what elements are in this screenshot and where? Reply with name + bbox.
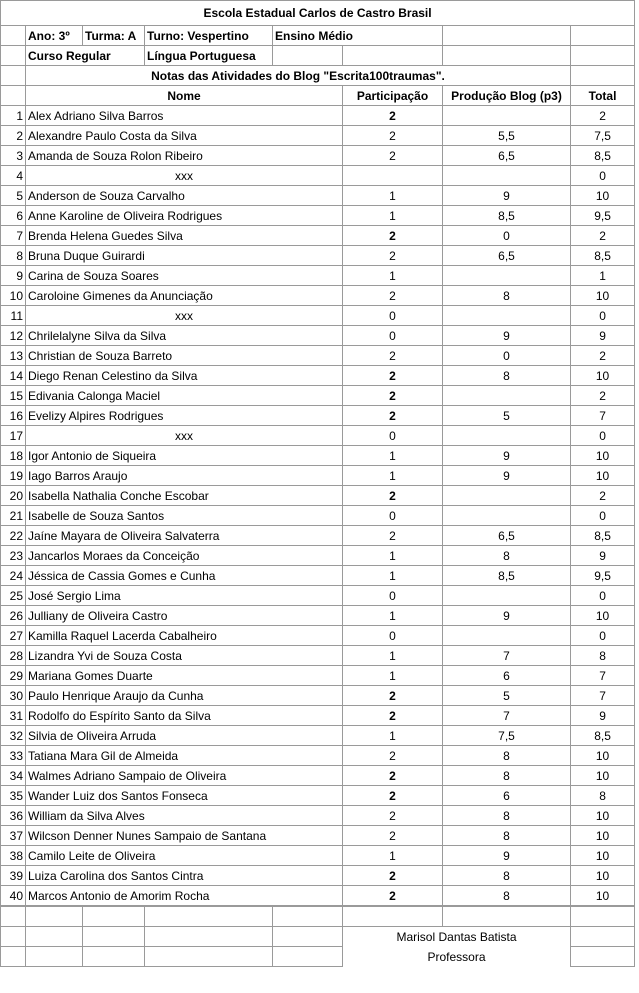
producao-cell[interactable]: 6,5 (443, 526, 571, 546)
student-name-cell[interactable]: Camilo Leite de Oliveira (26, 846, 343, 866)
blank-cell[interactable] (273, 907, 343, 927)
signature-row (1, 927, 635, 947)
total-cell[interactable]: 10 (571, 446, 635, 466)
info-row-1 (1, 26, 635, 46)
header-participacao[interactable]: Participação (343, 86, 443, 106)
producao-cell[interactable]: 6 (443, 786, 571, 806)
row-number-cell[interactable]: 31 (1, 706, 26, 726)
table-row (1, 466, 635, 486)
blank-cell[interactable] (1, 947, 26, 967)
header-producao[interactable]: Produção Blog (p3) (443, 86, 571, 106)
header-row (1, 86, 635, 106)
blank-cell[interactable] (443, 26, 571, 46)
student-name-cell[interactable]: Julliany de Oliveira Castro (26, 606, 343, 626)
producao-cell[interactable]: 7 (443, 706, 571, 726)
table-row (1, 366, 635, 386)
student-name-cell[interactable]: Evelizy Alpires Rodrigues (26, 406, 343, 426)
turma-cell[interactable]: Turma: A (83, 26, 145, 46)
student-name-cell[interactable]: Anderson de Souza Carvalho (26, 186, 343, 206)
student-name-cell[interactable]: Mariana Gomes Duarte (26, 666, 343, 686)
table-row (1, 826, 635, 846)
participacao-cell[interactable]: 0 (343, 506, 443, 526)
student-name-cell[interactable]: Carina de Souza Soares (26, 266, 343, 286)
producao-cell[interactable]: 8 (443, 286, 571, 306)
total-cell[interactable]: 7 (571, 666, 635, 686)
row-number-cell[interactable]: 27 (1, 626, 26, 646)
total-cell[interactable]: 8 (571, 646, 635, 666)
participacao-cell[interactable]: 2 (343, 886, 443, 906)
participacao-cell[interactable]: 2 (343, 246, 443, 266)
row-number-cell[interactable]: 39 (1, 866, 26, 886)
row-number-cell[interactable]: 4 (1, 166, 26, 186)
student-name-cell[interactable]: Brenda Helena Guedes Silva (26, 226, 343, 246)
blank-cell[interactable] (1, 46, 26, 66)
table-row (1, 666, 635, 686)
row-number-cell[interactable]: 35 (1, 786, 26, 806)
table-row (1, 346, 635, 366)
total-cell[interactable]: 0 (571, 586, 635, 606)
total-cell[interactable]: 2 (571, 226, 635, 246)
ano-cell[interactable]: Ano: 3º (26, 26, 83, 46)
blank-cell[interactable] (145, 947, 273, 967)
row-number-cell[interactable]: 24 (1, 566, 26, 586)
row-number-cell[interactable]: 10 (1, 286, 26, 306)
producao-cell[interactable] (443, 626, 571, 646)
producao-cell[interactable]: 9 (443, 606, 571, 626)
total-cell[interactable]: 0 (571, 506, 635, 526)
participacao-cell[interactable]: 2 (343, 106, 443, 126)
student-name-cell[interactable]: Jaíne Mayara de Oliveira Salvaterra (26, 526, 343, 546)
total-cell[interactable]: 10 (571, 606, 635, 626)
student-name-cell[interactable]: Lizandra Yvi de Souza Costa (26, 646, 343, 666)
blank-cell[interactable] (83, 947, 145, 967)
participacao-cell[interactable]: 1 (343, 206, 443, 226)
signature-name[interactable]: Marisol Dantas Batista (396, 929, 517, 944)
total-cell[interactable]: 8 (571, 786, 635, 806)
table-row (1, 866, 635, 886)
table-row (1, 886, 635, 906)
header-total[interactable]: Total (571, 86, 635, 106)
blank-cell[interactable] (343, 46, 443, 66)
student-name-cell[interactable]: Amanda de Souza Rolon Ribeiro (26, 146, 343, 166)
table-row (1, 526, 635, 546)
total-cell[interactable]: 7,5 (571, 126, 635, 146)
blank-cell[interactable] (571, 66, 635, 86)
student-name-cell[interactable]: Tatiana Mara Gil de Almeida (26, 746, 343, 766)
producao-cell[interactable]: 9 (443, 846, 571, 866)
total-cell[interactable]: 9,5 (571, 566, 635, 586)
total-cell[interactable]: 0 (571, 166, 635, 186)
blank-cell[interactable] (571, 46, 635, 66)
blank-cell[interactable] (273, 947, 343, 967)
row-number-cell[interactable]: 6 (1, 206, 26, 226)
total-cell[interactable]: 1 (571, 266, 635, 286)
producao-cell[interactable]: 8 (443, 766, 571, 786)
producao-cell[interactable] (443, 266, 571, 286)
participacao-cell[interactable]: 0 (343, 306, 443, 326)
participacao-cell[interactable]: 1 (343, 606, 443, 626)
total-cell[interactable]: 2 (571, 346, 635, 366)
producao-cell[interactable]: 9 (443, 326, 571, 346)
producao-cell[interactable] (443, 106, 571, 126)
row-number-cell[interactable]: 33 (1, 746, 26, 766)
table-row (1, 726, 635, 746)
student-name-cell[interactable]: Rodolfo do Espírito Santo da Silva (26, 706, 343, 726)
total-cell[interactable]: 10 (571, 286, 635, 306)
table-row (1, 266, 635, 286)
producao-cell[interactable]: 7 (443, 646, 571, 666)
producao-cell[interactable]: 8,5 (443, 206, 571, 226)
blank-cell[interactable] (443, 46, 571, 66)
student-name-cell[interactable]: xxx (26, 306, 343, 326)
info-row-2 (1, 46, 635, 66)
producao-cell[interactable]: 6 (443, 666, 571, 686)
participacao-cell[interactable]: 0 (343, 326, 443, 346)
table-row (1, 546, 635, 566)
table-row (1, 486, 635, 506)
participacao-cell[interactable]: 1 (343, 266, 443, 286)
row-number-cell[interactable]: 19 (1, 466, 26, 486)
producao-cell[interactable] (443, 586, 571, 606)
student-name-cell[interactable]: Marcos Antonio de Amorim Rocha (26, 886, 343, 906)
ensino-cell[interactable]: Ensino Médio (273, 26, 443, 46)
row-number-cell[interactable]: 13 (1, 346, 26, 366)
producao-cell[interactable]: 8 (443, 366, 571, 386)
producao-cell[interactable]: 8 (443, 886, 571, 906)
participacao-cell[interactable]: 0 (343, 586, 443, 606)
row-number-cell[interactable]: 36 (1, 806, 26, 826)
row-number-cell[interactable]: 37 (1, 826, 26, 846)
student-name-cell[interactable]: Alex Adriano Silva Barros (26, 106, 343, 126)
row-number-cell[interactable]: 21 (1, 506, 26, 526)
table-row (1, 166, 635, 186)
participacao-cell[interactable]: 1 (343, 646, 443, 666)
row-number-cell[interactable]: 5 (1, 186, 26, 206)
table-row (1, 186, 635, 206)
producao-cell[interactable]: 0 (443, 226, 571, 246)
row-number-cell[interactable]: 38 (1, 846, 26, 866)
producao-cell[interactable] (443, 166, 571, 186)
producao-cell[interactable] (443, 426, 571, 446)
total-cell[interactable]: 8,5 (571, 246, 635, 266)
participacao-cell[interactable]: 2 (343, 826, 443, 846)
total-cell[interactable]: 10 (571, 466, 635, 486)
participacao-cell[interactable]: 2 (343, 406, 443, 426)
participacao-cell[interactable]: 2 (343, 486, 443, 506)
participacao-cell[interactable]: 2 (343, 686, 443, 706)
producao-cell[interactable]: 5 (443, 406, 571, 426)
row-number-cell[interactable]: 3 (1, 146, 26, 166)
row-number-cell[interactable]: 18 (1, 446, 26, 466)
blank-cell[interactable] (571, 927, 635, 947)
total-cell[interactable]: 9 (571, 706, 635, 726)
producao-cell[interactable]: 5 (443, 686, 571, 706)
total-cell[interactable]: 10 (571, 866, 635, 886)
producao-cell[interactable]: 8 (443, 826, 571, 846)
table-row (1, 406, 635, 426)
participacao-cell[interactable]: 2 (343, 786, 443, 806)
table-row (1, 106, 635, 126)
total-cell[interactable]: 2 (571, 106, 635, 126)
participacao-cell[interactable]: 2 (343, 746, 443, 766)
participacao-cell[interactable]: 2 (343, 706, 443, 726)
row-number-cell[interactable]: 12 (1, 326, 26, 346)
producao-cell[interactable]: 6,5 (443, 146, 571, 166)
table-row (1, 806, 635, 826)
table-row (1, 386, 635, 406)
participacao-cell[interactable]: 2 (343, 286, 443, 306)
total-cell[interactable]: 10 (571, 886, 635, 906)
student-name-cell[interactable]: Jancarlos Moraes da Conceição (26, 546, 343, 566)
subtitle-cell[interactable]: Notas das Atividades do Blog "Escrita100traumas". (26, 66, 571, 86)
blank-cell[interactable] (145, 927, 273, 947)
producao-cell[interactable]: 8 (443, 546, 571, 566)
blank-cell[interactable] (343, 907, 443, 927)
blank-cell[interactable] (83, 927, 145, 947)
participacao-cell[interactable]: 2 (343, 766, 443, 786)
blank-cell[interactable] (273, 927, 343, 947)
participacao-cell[interactable]: 1 (343, 446, 443, 466)
school-title[interactable]: Escola Estadual Carlos de Castro Brasil (1, 1, 635, 26)
student-name-cell[interactable]: Alexandre Paulo Costa da Silva (26, 126, 343, 146)
row-number-cell[interactable]: 20 (1, 486, 26, 506)
participacao-cell[interactable]: 1 (343, 666, 443, 686)
participacao-cell[interactable]: 2 (343, 126, 443, 146)
total-cell[interactable]: 10 (571, 766, 635, 786)
row-number-cell[interactable]: 32 (1, 726, 26, 746)
student-name-cell[interactable]: Christian de Souza Barreto (26, 346, 343, 366)
table-row (1, 566, 635, 586)
blank-cell[interactable] (273, 46, 343, 66)
blank-cell[interactable] (26, 927, 83, 947)
total-cell[interactable]: 10 (571, 806, 635, 826)
table-row (1, 746, 635, 766)
table-row (1, 146, 635, 166)
producao-cell[interactable] (443, 486, 571, 506)
row-number-cell[interactable]: 11 (1, 306, 26, 326)
participacao-cell[interactable]: 2 (343, 386, 443, 406)
producao-cell[interactable]: 8 (443, 866, 571, 886)
table-row (1, 606, 635, 626)
blank-cell[interactable] (145, 907, 273, 927)
row-number-cell[interactable]: 28 (1, 646, 26, 666)
total-cell[interactable]: 7 (571, 406, 635, 426)
row-number-cell[interactable]: 30 (1, 686, 26, 706)
participacao-cell[interactable]: 2 (343, 866, 443, 886)
student-name-cell[interactable]: Bruna Duque Guirardi (26, 246, 343, 266)
participacao-cell[interactable]: 2 (343, 146, 443, 166)
student-name-cell[interactable]: Isabelle de Souza Santos (26, 506, 343, 526)
blank-cell[interactable] (1, 66, 26, 86)
total-cell[interactable]: 9 (571, 326, 635, 346)
producao-cell[interactable] (443, 506, 571, 526)
blank-cell[interactable] (443, 907, 571, 927)
table-row (1, 706, 635, 726)
producao-cell[interactable]: 0 (443, 346, 571, 366)
row-number-cell[interactable]: 8 (1, 246, 26, 266)
student-name-cell[interactable]: Chrilelalyne Silva da Silva (26, 326, 343, 346)
table-row (1, 846, 635, 866)
participacao-cell[interactable]: 1 (343, 466, 443, 486)
blank-cell[interactable] (26, 947, 83, 967)
student-name-cell[interactable]: Luiza Carolina dos Santos Cintra (26, 866, 343, 886)
student-name-cell[interactable]: Wilcson Denner Nunes Sampaio de Santana (26, 826, 343, 846)
producao-cell[interactable]: 8,5 (443, 566, 571, 586)
table-row (1, 646, 635, 666)
table-row (1, 766, 635, 786)
table-row (1, 246, 635, 266)
row-number-cell[interactable]: 7 (1, 226, 26, 246)
participacao-cell[interactable]: 2 (343, 806, 443, 826)
total-cell[interactable]: 10 (571, 186, 635, 206)
row-number-cell[interactable]: 17 (1, 426, 26, 446)
participacao-cell[interactable]: 1 (343, 546, 443, 566)
total-cell[interactable]: 8,5 (571, 526, 635, 546)
blank-cell[interactable] (1, 86, 26, 106)
total-cell[interactable]: 10 (571, 826, 635, 846)
total-cell[interactable]: 9,5 (571, 206, 635, 226)
student-name-cell[interactable]: Diego Renan Celestino da Silva (26, 366, 343, 386)
producao-cell[interactable]: 9 (443, 446, 571, 466)
participacao-cell[interactable]: 0 (343, 426, 443, 446)
blank-cell[interactable] (1, 927, 26, 947)
blank-cell[interactable] (571, 26, 635, 46)
signature-table (0, 906, 635, 967)
table-row (1, 626, 635, 646)
title-row (1, 1, 635, 26)
row-number-cell[interactable]: 16 (1, 406, 26, 426)
student-name-cell[interactable]: Igor Antonio de Siqueira (26, 446, 343, 466)
total-cell[interactable]: 2 (571, 386, 635, 406)
turno-cell[interactable]: Turno: Vespertino (145, 26, 273, 46)
total-cell[interactable]: 9 (571, 546, 635, 566)
producao-cell[interactable] (443, 386, 571, 406)
producao-cell[interactable]: 8 (443, 806, 571, 826)
total-cell[interactable]: 0 (571, 626, 635, 646)
row-number-cell[interactable]: 25 (1, 586, 26, 606)
blank-cell[interactable] (83, 907, 145, 927)
producao-cell[interactable]: 9 (443, 186, 571, 206)
participacao-cell[interactable]: 2 (343, 526, 443, 546)
total-cell[interactable]: 0 (571, 306, 635, 326)
total-cell[interactable]: 2 (571, 486, 635, 506)
table-row (1, 226, 635, 246)
curso-cell[interactable]: Curso Regular (26, 46, 145, 66)
producao-cell[interactable]: 9 (443, 466, 571, 486)
student-name-cell[interactable]: Jéssica de Cassia Gomes e Cunha (26, 566, 343, 586)
row-number-cell[interactable]: 22 (1, 526, 26, 546)
total-cell[interactable]: 10 (571, 846, 635, 866)
student-name-cell[interactable]: Isabella Nathalia Conche Escobar (26, 486, 343, 506)
participacao-cell[interactable]: 2 (343, 226, 443, 246)
producao-cell[interactable]: 7,5 (443, 726, 571, 746)
row-number-cell[interactable]: 9 (1, 266, 26, 286)
participacao-cell[interactable]: 2 (343, 346, 443, 366)
student-name-cell[interactable]: Anne Karoline de Oliveira Rodrigues (26, 206, 343, 226)
total-cell[interactable]: 8,5 (571, 146, 635, 166)
row-number-cell[interactable]: 29 (1, 666, 26, 686)
table-row (1, 326, 635, 346)
blank-cell[interactable] (26, 907, 83, 927)
table-row (1, 306, 635, 326)
student-name-cell[interactable]: Walmes Adriano Sampaio de Oliveira (26, 766, 343, 786)
student-name-cell[interactable]: Silvia de Oliveira Arruda (26, 726, 343, 746)
row-number-cell[interactable]: 1 (1, 106, 26, 126)
student-name-cell[interactable]: xxx (26, 426, 343, 446)
student-name-cell[interactable]: Wander Luiz dos Santos Fonseca (26, 786, 343, 806)
participacao-cell[interactable]: 1 (343, 566, 443, 586)
blank-cell[interactable] (571, 947, 635, 967)
total-cell[interactable]: 10 (571, 746, 635, 766)
signature-role-row (1, 947, 635, 967)
row-number-cell[interactable]: 23 (1, 546, 26, 566)
row-number-cell[interactable]: 15 (1, 386, 26, 406)
row-number-cell[interactable]: 40 (1, 886, 26, 906)
blank-cell[interactable] (1, 26, 26, 46)
row-number-cell[interactable]: 34 (1, 766, 26, 786)
signature-role[interactable]: Professora (427, 949, 486, 964)
table-row (1, 286, 635, 306)
header-nome[interactable]: Nome (26, 86, 343, 106)
student-name-cell[interactable]: José Sergio Lima (26, 586, 343, 606)
participacao-cell[interactable] (343, 166, 443, 186)
table-row (1, 506, 635, 526)
total-cell[interactable]: 8,5 (571, 726, 635, 746)
lingua-cell[interactable]: Língua Portuguesa (145, 46, 273, 66)
producao-cell[interactable] (443, 306, 571, 326)
student-name-cell[interactable]: xxx (26, 166, 343, 186)
participacao-cell[interactable]: 1 (343, 186, 443, 206)
table-row (1, 686, 635, 706)
participacao-cell[interactable]: 1 (343, 726, 443, 746)
table-row (1, 126, 635, 146)
student-name-cell[interactable]: Kamilla Raquel Lacerda Cabalheiro (26, 626, 343, 646)
student-name-cell[interactable]: Caroloine Gimenes da Anunciação (26, 286, 343, 306)
total-cell[interactable]: 0 (571, 426, 635, 446)
table-row (1, 206, 635, 226)
row-number-cell[interactable]: 14 (1, 366, 26, 386)
total-cell[interactable]: 10 (571, 366, 635, 386)
participacao-cell[interactable]: 1 (343, 846, 443, 866)
row-number-cell[interactable]: 26 (1, 606, 26, 626)
participacao-cell[interactable]: 2 (343, 366, 443, 386)
subtitle-row (1, 66, 635, 86)
row-number-cell[interactable]: 2 (1, 126, 26, 146)
student-name-cell[interactable]: Iago Barros Araujo (26, 466, 343, 486)
producao-cell[interactable]: 6,5 (443, 246, 571, 266)
participacao-cell[interactable]: 0 (343, 626, 443, 646)
student-name-cell[interactable]: William da Silva Alves (26, 806, 343, 826)
producao-cell[interactable]: 5,5 (443, 126, 571, 146)
table-row (1, 446, 635, 466)
table-row (1, 586, 635, 606)
table-row (1, 786, 635, 806)
total-cell[interactable]: 7 (571, 686, 635, 706)
blank-cell[interactable] (571, 907, 635, 927)
empty-row (1, 907, 635, 927)
student-name-cell[interactable]: Paulo Henrique Araujo da Cunha (26, 686, 343, 706)
student-name-cell[interactable]: Edivania Calonga Maciel (26, 386, 343, 406)
blank-cell[interactable] (1, 907, 26, 927)
table-row (1, 426, 635, 446)
producao-cell[interactable]: 8 (443, 746, 571, 766)
